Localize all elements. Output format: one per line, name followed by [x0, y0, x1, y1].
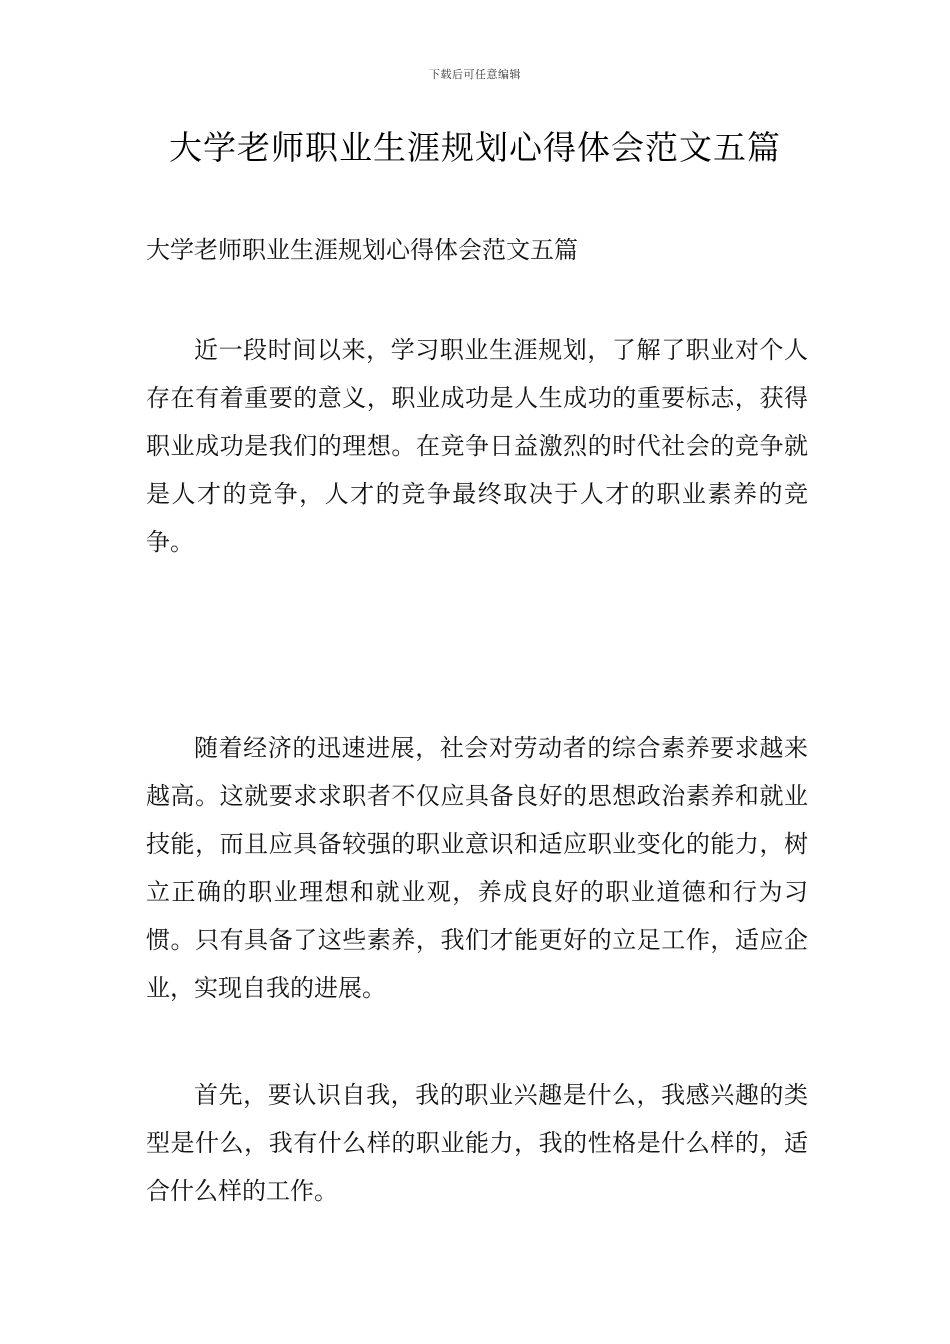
document-subtitle: 大学老师职业生涯规划心得体会范文五篇 — [146, 236, 578, 264]
document-title: 大学老师职业生涯规划心得体会范文五篇 — [169, 128, 781, 167]
header-note: 下载后可任意编辑 — [429, 68, 521, 81]
paragraph-1: 近一段时间以来，学习职业生涯规划，了解了职业对个人存在有着重要的意义，职业成功是人生成功的重要标志，获得职业成功是我们的理想。在竞争日益激烈的时代社会的竞争就是人才的竞争，人才的竞争最终取决于人才的职业素养的竞争。 — [146, 336, 808, 556]
paragraph-3: 首先，要认识自我，我的职业兴趣是什么，我感兴趣的类型是什么，我有什么样的职业能力，我的性格是什么样的，适合什么样的工作。 — [146, 1081, 808, 1205]
paragraph-2: 随着经济的迅速进展，社会对劳动者的综合素养要求越来越高。这就要求求职者不仅应具备良好的思想政治素养和就业技能，而且应具备较强的职业意识和适应职业变化的能力，树立正确的职业理想和就业观，养成良好的职业道德和行为习惯。只有具备了这些素养，我们才能更好的立足工作，适应企业，实现自我的进展。 — [146, 734, 808, 1002]
